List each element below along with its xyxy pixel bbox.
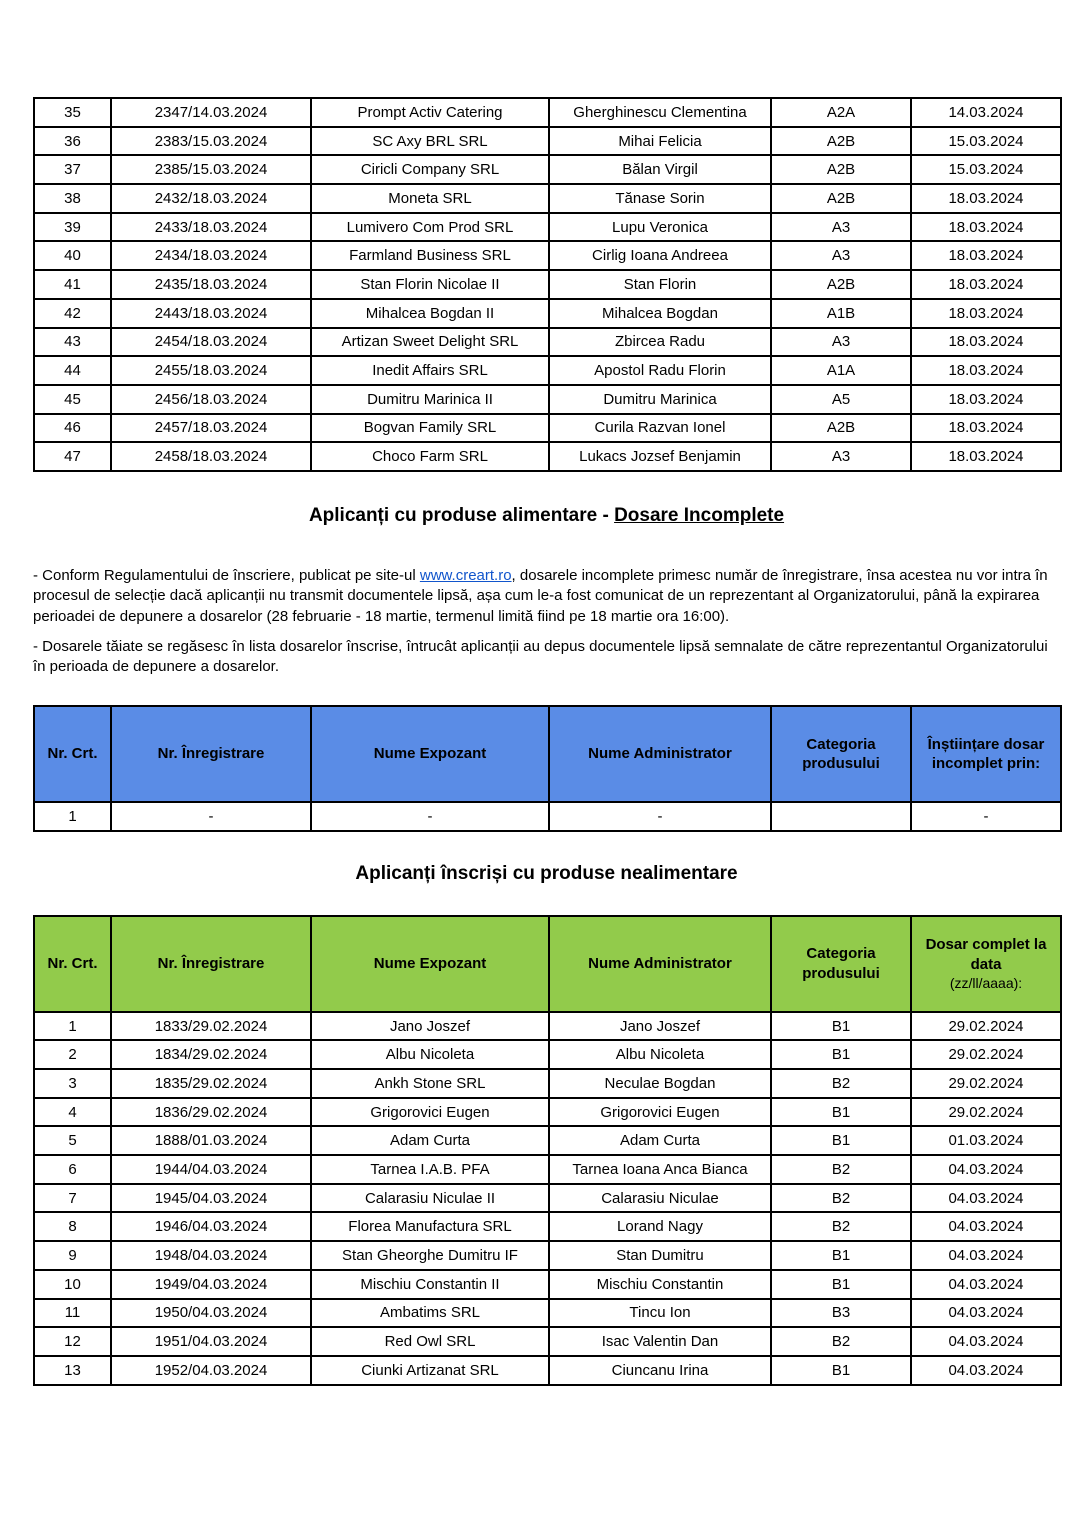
table-cell: Curila Razvan Ionel	[549, 414, 771, 443]
column-header-instiintare-dosar: Înștiințare dosar incomplet prin:	[911, 706, 1061, 802]
paragraph-regulament	[33, 566, 1060, 628]
column-header-categoria-produsului: Categoria produsului	[771, 706, 911, 802]
table-cell: Jano Joszef	[549, 1012, 771, 1041]
column-header-dosar-complet-main: Dosar complet la data	[925, 936, 1047, 973]
alimentare-applicants-rows	[34, 98, 1061, 471]
table-cell: 2458/18.03.2024	[111, 442, 311, 471]
table-cell: Stan Florin Nicolae II	[311, 270, 549, 299]
table-cell: B1	[771, 1241, 911, 1270]
table-row	[34, 155, 1061, 184]
table-row	[34, 328, 1061, 357]
table-row	[34, 213, 1061, 242]
table-cell: 15.03.2024	[911, 127, 1061, 156]
table-cell: B1	[771, 1270, 911, 1299]
table-cell: Tarnea Ioana Anca Bianca	[549, 1155, 771, 1184]
table-cell: 40	[34, 241, 111, 270]
table-row	[34, 1212, 1061, 1241]
table-row	[34, 356, 1061, 385]
table-cell: Mihalcea Bogdan	[549, 299, 771, 328]
table-row	[34, 1098, 1061, 1127]
table-cell: 04.03.2024	[911, 1155, 1061, 1184]
table-cell: A1A	[771, 356, 911, 385]
table-cell: 1	[34, 802, 111, 831]
table-cell: B2	[771, 1212, 911, 1241]
column-header-nume-administrator: Nume Administrator	[549, 706, 771, 802]
table-row	[34, 127, 1061, 156]
table-cell: Dumitru Marinica	[549, 385, 771, 414]
paragraph-dosare-taiate: - Dosarele tăiate se regăsesc în lista dosarelor înscrise, întrucât aplicanții au depus documentele lipsă semnalate de către reprezentantul Organizatorului în perioada de depunere a dosarelor.	[33, 637, 1048, 676]
table-cell: -	[911, 802, 1061, 831]
table-cell: Isac Valentin Dan	[549, 1327, 771, 1356]
column-header-nume-administrator: Nume Administrator	[549, 916, 771, 1012]
table-cell: 1951/04.03.2024	[111, 1327, 311, 1356]
table-row	[34, 1327, 1061, 1356]
table-cell: Albu Nicoleta	[311, 1040, 549, 1069]
table-row	[34, 1241, 1061, 1270]
table-cell: B2	[771, 1069, 911, 1098]
table-cell: A2B	[771, 127, 911, 156]
incomplete-dossiers-table	[33, 705, 1062, 832]
nealimentare-applicants-table	[33, 915, 1062, 1386]
table-cell: A2B	[771, 414, 911, 443]
table-cell: Stan Dumitru	[549, 1241, 771, 1270]
table-cell: 2385/15.03.2024	[111, 155, 311, 184]
table-cell: B2	[771, 1184, 911, 1213]
column-header-nr-inregistrare: Nr. Înregistrare	[111, 706, 311, 802]
table-cell: A2B	[771, 184, 911, 213]
table-cell: 2	[34, 1040, 111, 1069]
table-cell: Ankh Stone SRL	[311, 1069, 549, 1098]
table-cell: Calarasiu Niculae II	[311, 1184, 549, 1213]
table-cell: 2434/18.03.2024	[111, 241, 311, 270]
table-cell: Tarnea I.A.B. PFA	[311, 1155, 549, 1184]
table-cell: 42	[34, 299, 111, 328]
table-cell: Calarasiu Niculae	[549, 1184, 771, 1213]
table-cell: -	[311, 802, 549, 831]
table-cell: 1952/04.03.2024	[111, 1356, 311, 1385]
table-cell: Zbircea Radu	[549, 328, 771, 357]
table-cell: 1835/29.02.2024	[111, 1069, 311, 1098]
creart-website-link[interactable]: www.creart.ro	[419, 566, 512, 584]
paragraph-regulament-text-after: , dosarele incomplete primesc număr de înregistrare, însa acestea nu vor intra în procesul de selecție dacă aplicanții nu transmit documentele lipsă, așa cum le-a fost comunicat de un reprezentant al Organizatorului, până la expirarea perioadei de depunere a dosarelor (28 februarie - 18 martie, termenul limită fiind pe 18 martie ora 16:00).	[33, 566, 1048, 626]
table-cell: 18.03.2024	[911, 241, 1061, 270]
table-cell: 15.03.2024	[911, 155, 1061, 184]
table-cell: 1888/01.03.2024	[111, 1126, 311, 1155]
table-cell: Ciunki Artizanat SRL	[311, 1356, 549, 1385]
table-row	[34, 1069, 1061, 1098]
table-cell: B1	[771, 1126, 911, 1155]
table-cell: 04.03.2024	[911, 1184, 1061, 1213]
table-cell: 46	[34, 414, 111, 443]
column-header-nume-expozant: Nume Expozant	[311, 916, 549, 1012]
table-cell: A3	[771, 328, 911, 357]
table-cell: Mihalcea Bogdan II	[311, 299, 549, 328]
table-cell: A2B	[771, 155, 911, 184]
table-cell: 18.03.2024	[911, 270, 1061, 299]
table-cell: 18.03.2024	[911, 184, 1061, 213]
table-cell: 1949/04.03.2024	[111, 1270, 311, 1299]
table-cell: 18.03.2024	[911, 385, 1061, 414]
table-row	[34, 414, 1061, 443]
table-cell: B1	[771, 1356, 911, 1385]
table-row	[34, 299, 1061, 328]
table-cell: A1B	[771, 299, 911, 328]
section-title-underlined: Dosare Incomplete	[614, 504, 785, 526]
column-header-nr-crt: Nr. Crt.	[34, 916, 111, 1012]
table-cell: 38	[34, 184, 111, 213]
table-cell: 2454/18.03.2024	[111, 328, 311, 357]
table-row	[34, 1184, 1061, 1213]
table-cell: 1948/04.03.2024	[111, 1241, 311, 1270]
table-cell: 1945/04.03.2024	[111, 1184, 311, 1213]
table-cell: 11	[34, 1299, 111, 1328]
section-title-prefix: Aplicanți cu produse alimentare -	[308, 504, 615, 526]
section-title-dosare-incomplete	[33, 505, 1060, 528]
table-cell: Florea Manufactura SRL	[311, 1212, 549, 1241]
table-cell: A2B	[771, 270, 911, 299]
table-row	[34, 270, 1061, 299]
table-cell: 18.03.2024	[911, 414, 1061, 443]
nealimentare-table-header-row	[34, 916, 1061, 1012]
paragraph-regulament-text-before: - Conform Regulamentului de înscriere, publicat pe site-ul	[33, 566, 420, 584]
table-cell: Ciuncanu Irina	[549, 1356, 771, 1385]
table-cell: 41	[34, 270, 111, 299]
table-row	[34, 1356, 1061, 1385]
table-cell: 2432/18.03.2024	[111, 184, 311, 213]
table-row	[34, 385, 1061, 414]
table-cell: 47	[34, 442, 111, 471]
table-cell: Apostol Radu Florin	[549, 356, 771, 385]
table-cell: B2	[771, 1327, 911, 1356]
table-row	[34, 1299, 1061, 1328]
table-row	[34, 1126, 1061, 1155]
table-row	[34, 1155, 1061, 1184]
table-cell: B1	[771, 1040, 911, 1069]
table-cell: 04.03.2024	[911, 1299, 1061, 1328]
alimentare-applicants-table	[33, 97, 1062, 472]
table-cell: 36	[34, 127, 111, 156]
incomplete-table-header-row	[34, 706, 1061, 802]
table-row	[34, 1270, 1061, 1299]
table-cell: Tincu Ion	[549, 1299, 771, 1328]
table-cell: SC Axy BRL SRL	[311, 127, 549, 156]
table-cell: Mihai Felicia	[549, 127, 771, 156]
table-cell: Dumitru Marinica II	[311, 385, 549, 414]
table-cell: A5	[771, 385, 911, 414]
column-header-nr-crt: Nr. Crt.	[34, 706, 111, 802]
table-cell: 04.03.2024	[911, 1356, 1061, 1385]
table-cell: A2A	[771, 98, 911, 127]
table-cell: 8	[34, 1212, 111, 1241]
table-cell: Farmland Business SRL	[311, 241, 549, 270]
table-row	[34, 802, 1061, 831]
table-cell: 2347/14.03.2024	[111, 98, 311, 127]
table-cell: Prompt Activ Catering	[311, 98, 549, 127]
table-cell: Gherghinescu Clementina	[549, 98, 771, 127]
table-cell: 39	[34, 213, 111, 242]
table-cell: 18.03.2024	[911, 213, 1061, 242]
table-cell: 10	[34, 1270, 111, 1299]
table-cell: Ciricli Company SRL	[311, 155, 549, 184]
table-cell: 3	[34, 1069, 111, 1098]
table-cell: 2443/18.03.2024	[111, 299, 311, 328]
table-cell: Choco Farm SRL	[311, 442, 549, 471]
table-cell: Mischiu Constantin II	[311, 1270, 549, 1299]
column-header-dosar-complet-format: (zz/ll/aaaa):	[949, 975, 1023, 992]
table-cell: B1	[771, 1012, 911, 1041]
table-cell	[771, 802, 911, 831]
table-cell: 04.03.2024	[911, 1241, 1061, 1270]
table-row	[34, 98, 1061, 127]
table-cell: A3	[771, 442, 911, 471]
table-cell: 04.03.2024	[911, 1327, 1061, 1356]
table-cell: 43	[34, 328, 111, 357]
table-cell: Tănase Sorin	[549, 184, 771, 213]
table-cell: 1946/04.03.2024	[111, 1212, 311, 1241]
table-cell: Jano Joszef	[311, 1012, 549, 1041]
table-cell: Bogvan Family SRL	[311, 414, 549, 443]
table-cell: 1833/29.02.2024	[111, 1012, 311, 1041]
table-cell: 2456/18.03.2024	[111, 385, 311, 414]
table-cell: 2455/18.03.2024	[111, 356, 311, 385]
table-cell: Stan Florin	[549, 270, 771, 299]
table-cell: 1	[34, 1012, 111, 1041]
table-cell: 04.03.2024	[911, 1270, 1061, 1299]
table-cell: 18.03.2024	[911, 299, 1061, 328]
table-cell: Adam Curta	[549, 1126, 771, 1155]
table-cell: Grigorovici Eugen	[311, 1098, 549, 1127]
table-cell: 1944/04.03.2024	[111, 1155, 311, 1184]
table-cell: 9	[34, 1241, 111, 1270]
table-cell: 1950/04.03.2024	[111, 1299, 311, 1328]
table-cell: 29.02.2024	[911, 1012, 1061, 1041]
table-cell: B1	[771, 1098, 911, 1127]
table-row	[34, 1040, 1061, 1069]
table-cell: 29.02.2024	[911, 1069, 1061, 1098]
table-cell: Bălan Virgil	[549, 155, 771, 184]
table-cell: 18.03.2024	[911, 328, 1061, 357]
table-cell: 18.03.2024	[911, 356, 1061, 385]
table-cell: 2435/18.03.2024	[111, 270, 311, 299]
table-cell: Lumivero Com Prod SRL	[311, 213, 549, 242]
column-header-categoria-produsului: Categoria produsului	[771, 916, 911, 1012]
table-row	[34, 1012, 1061, 1041]
table-cell: Lupu Veronica	[549, 213, 771, 242]
table-cell: Artizan Sweet Delight SRL	[311, 328, 549, 357]
table-cell: B3	[771, 1299, 911, 1328]
table-cell: 37	[34, 155, 111, 184]
table-cell: 2383/15.03.2024	[111, 127, 311, 156]
table-cell: Stan Gheorghe Dumitru IF	[311, 1241, 549, 1270]
table-cell: -	[549, 802, 771, 831]
table-cell: Ambatims SRL	[311, 1299, 549, 1328]
table-cell: Moneta SRL	[311, 184, 549, 213]
incomplete-table-rows	[34, 802, 1061, 831]
table-cell: 5	[34, 1126, 111, 1155]
table-cell: Adam Curta	[311, 1126, 549, 1155]
table-row	[34, 184, 1061, 213]
table-cell: 45	[34, 385, 111, 414]
table-cell: -	[111, 802, 311, 831]
table-cell: 2457/18.03.2024	[111, 414, 311, 443]
table-cell: Mischiu Constantin	[549, 1270, 771, 1299]
table-cell: 6	[34, 1155, 111, 1184]
table-cell: Lorand Nagy	[549, 1212, 771, 1241]
column-header-dosar-complet	[911, 916, 1061, 1012]
table-cell: Albu Nicoleta	[549, 1040, 771, 1069]
table-cell: 12	[34, 1327, 111, 1356]
table-cell: Red Owl SRL	[311, 1327, 549, 1356]
nealimentare-table-rows	[34, 1012, 1061, 1385]
table-cell: 35	[34, 98, 111, 127]
table-cell: Cirlig Ioana Andreea	[549, 241, 771, 270]
column-header-nr-inregistrare: Nr. Înregistrare	[111, 916, 311, 1012]
table-cell: 1834/29.02.2024	[111, 1040, 311, 1069]
table-cell: 13	[34, 1356, 111, 1385]
table-cell: 4	[34, 1098, 111, 1127]
table-row	[34, 442, 1061, 471]
table-cell: 01.03.2024	[911, 1126, 1061, 1155]
table-cell: 14.03.2024	[911, 98, 1061, 127]
table-cell: 04.03.2024	[911, 1212, 1061, 1241]
table-cell: 29.02.2024	[911, 1098, 1061, 1127]
table-cell: B2	[771, 1155, 911, 1184]
table-cell: 18.03.2024	[911, 442, 1061, 471]
table-cell: Lukacs Jozsef Benjamin	[549, 442, 771, 471]
table-cell: 1836/29.02.2024	[111, 1098, 311, 1127]
table-cell: 29.02.2024	[911, 1040, 1061, 1069]
table-cell: 2433/18.03.2024	[111, 213, 311, 242]
column-header-nume-expozant: Nume Expozant	[311, 706, 549, 802]
section-title-nealimentare: Aplicanți înscriși cu produse nealimentare	[355, 862, 738, 884]
table-row	[34, 241, 1061, 270]
table-cell: A3	[771, 213, 911, 242]
table-cell: Inedit Affairs SRL	[311, 356, 549, 385]
table-cell: 7	[34, 1184, 111, 1213]
table-cell: 44	[34, 356, 111, 385]
table-cell: A3	[771, 241, 911, 270]
table-cell: Neculae Bogdan	[549, 1069, 771, 1098]
table-cell: Grigorovici Eugen	[549, 1098, 771, 1127]
